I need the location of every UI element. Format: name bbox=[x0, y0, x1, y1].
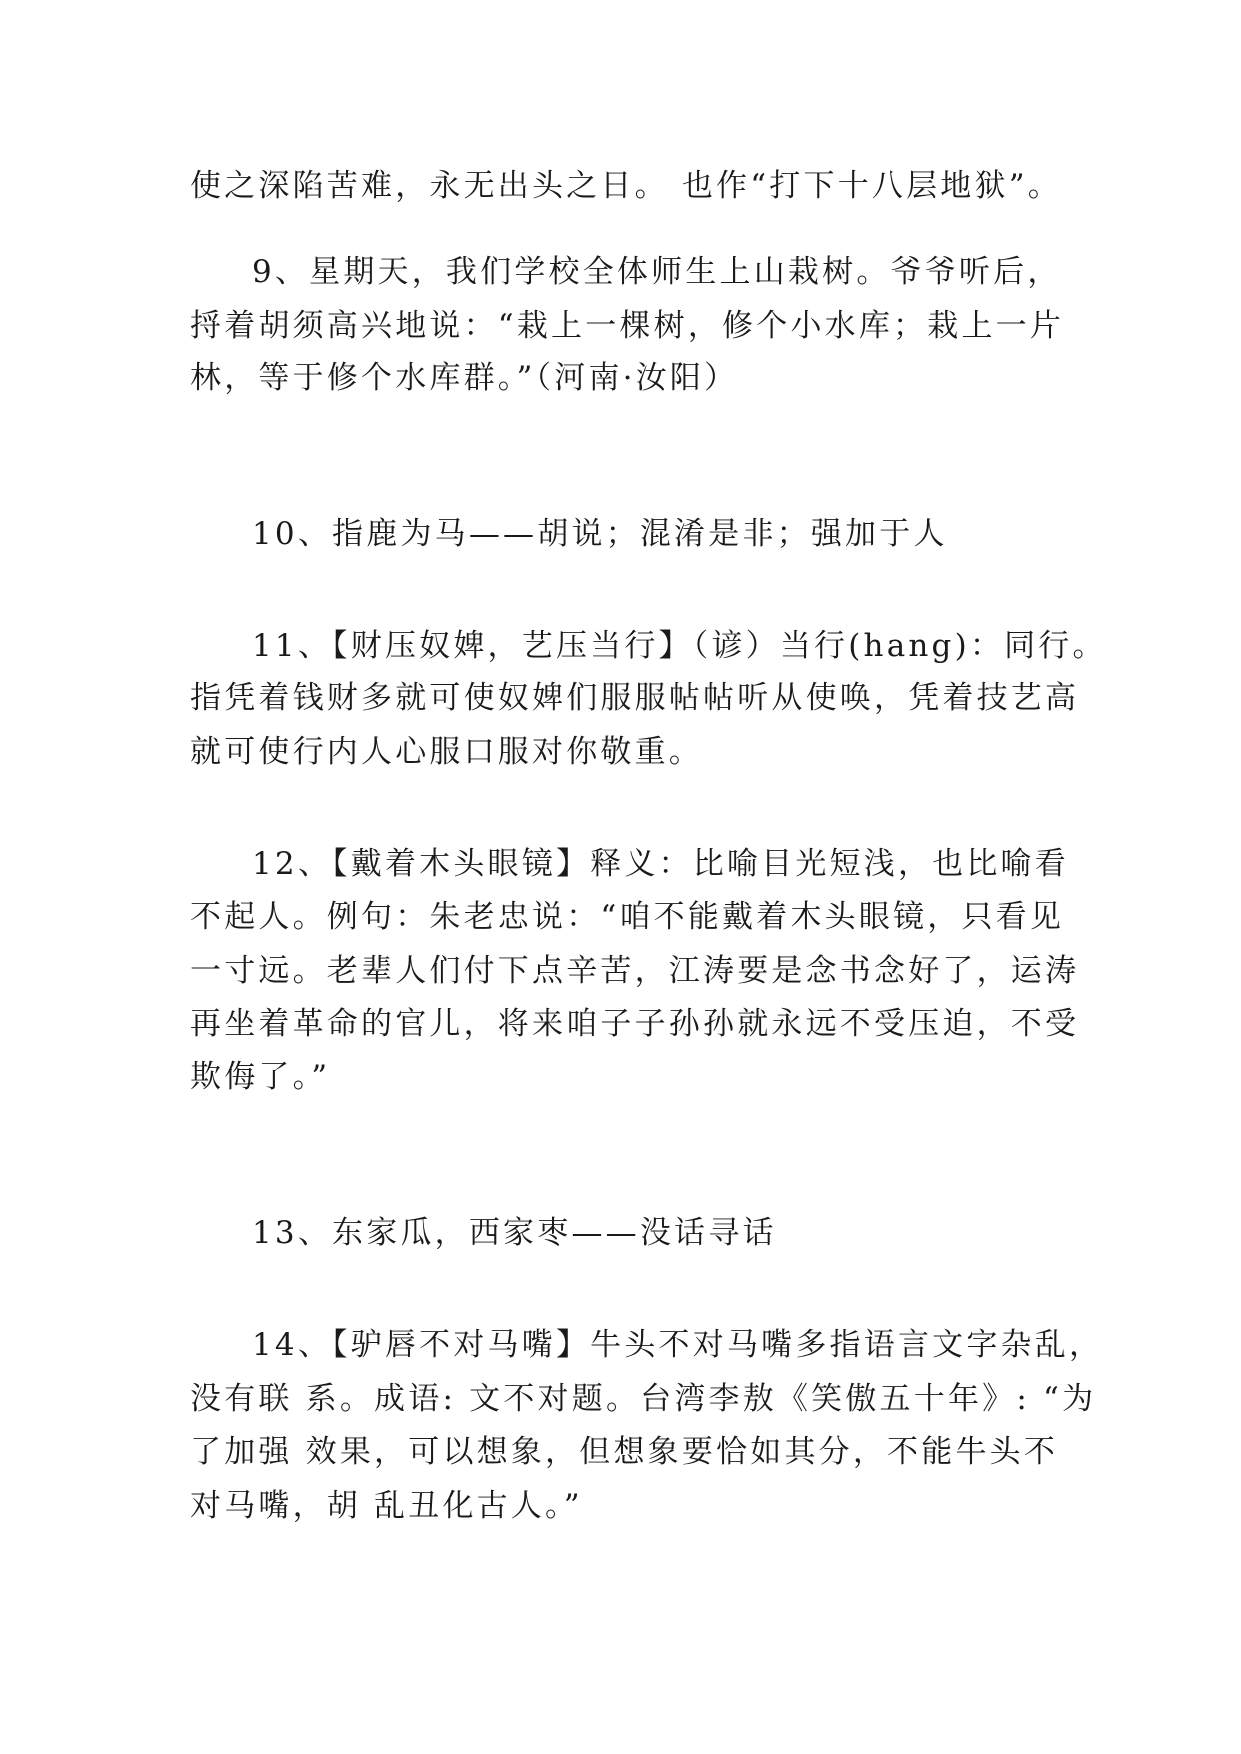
text-line: 10、指鹿为马——胡说；混淆是非；强加于人 bbox=[252, 516, 948, 552]
text-line: 了加强 效果，可以想象，但想象要恰如其分，不能牛头不 bbox=[190, 1434, 1059, 1470]
text-line: 林，等于修个水库群。”（河南·汝阳） bbox=[190, 360, 739, 396]
text-line: 一寸远。老辈人们付下点辛苦，江涛要是念书念好了，运涛 bbox=[190, 953, 1080, 989]
text-line: 13、东家瓜，西家枣——没话寻话 bbox=[252, 1215, 777, 1251]
text-line: 对马嘴，胡 乱丑化古人。” bbox=[190, 1488, 583, 1524]
text-line: 14、【驴唇不对马嘴】牛头不对马嘴多指语言文字杂乱， bbox=[252, 1327, 1104, 1363]
text-line: 就可使行内人心服口服对你敬重。 bbox=[190, 734, 703, 770]
text-line: 使之深陷苦难，永无出头之日。 也作“打下十八层地狱”。 bbox=[190, 168, 1062, 204]
text-line: 欺侮了。” bbox=[190, 1059, 331, 1095]
text-line: 没有联 系。成语: 文不对题。台湾李敖《笑傲五十年》: “为 bbox=[190, 1381, 1097, 1417]
text-line: 12、【戴着木头眼镜】释义：比喻目光短浅，也比喻看 bbox=[252, 846, 1069, 882]
text-line: 捋着胡须高兴地说：“栽上一棵树，修个小水库；栽上一片 bbox=[190, 308, 1065, 344]
text-line: 指凭着钱财多就可使奴婢们服服帖帖听从使唤，凭着技艺高 bbox=[190, 680, 1080, 716]
text-line: 再坐着革命的官儿，将来咱子子孙孙就永远不受压迫，不受 bbox=[190, 1006, 1080, 1042]
text-line: 不起人。例句：朱老忠说：“咱不能戴着木头眼镜，只看见 bbox=[190, 899, 1065, 935]
text-line: 9、星期天，我们学校全体师生上山栽树。爷爷听后， bbox=[252, 254, 1062, 290]
text-line: 11、【财压奴婢，艺压当行】（谚）当行(hang)：同行。 bbox=[252, 628, 1107, 664]
